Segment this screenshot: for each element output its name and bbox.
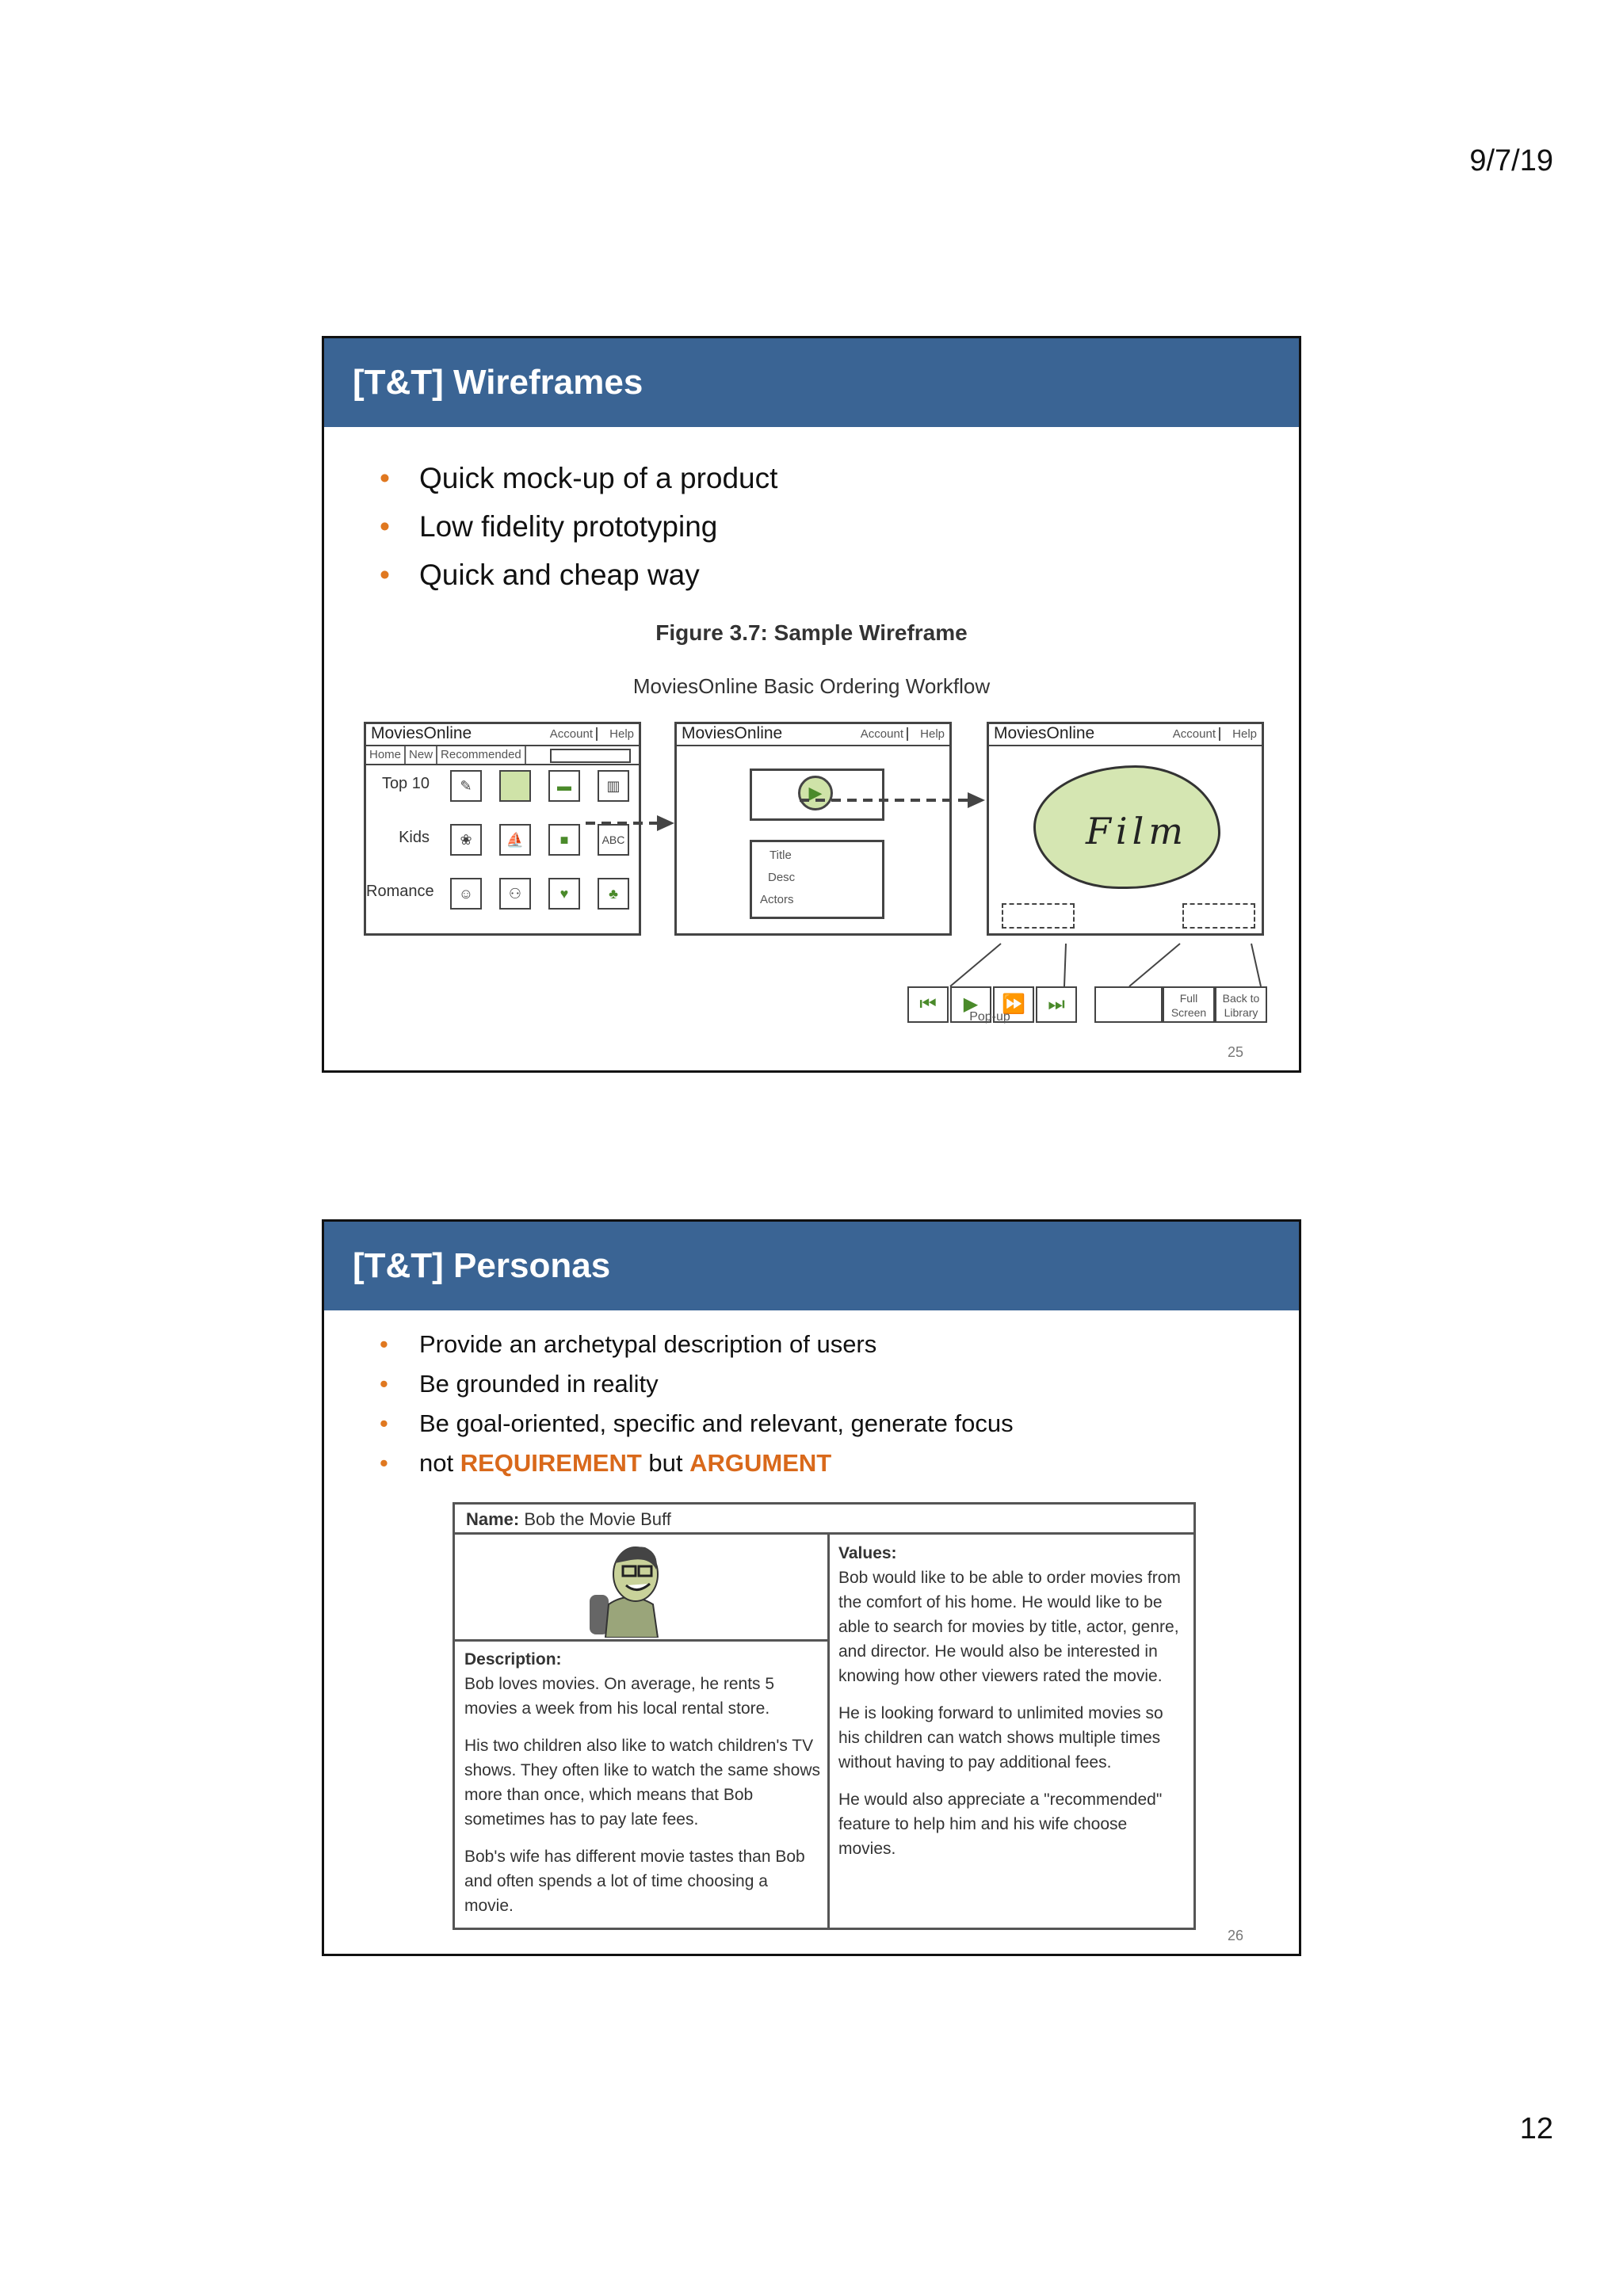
wf-nav-home: Home <box>366 746 406 764</box>
wf-brand: MoviesOnline <box>682 724 783 742</box>
values-paragraph: He is looking forward to unlimited movies so his children can watch shows multiple times without having to pay additional fees. <box>838 1704 1163 1772</box>
persona-values <box>838 1541 1187 1861</box>
wf-help: Help <box>609 727 634 741</box>
slide-number: 25 <box>1227 1044 1243 1060</box>
column-divider <box>827 1535 830 1929</box>
wf-nav-recommended: Recommended <box>437 746 526 764</box>
persona-name: Bob the Movie Buff <box>524 1509 671 1529</box>
car-icon: ▬ <box>548 770 580 802</box>
wf-row-kids: Kids <box>399 829 430 846</box>
wf-account: Account <box>861 727 908 741</box>
highlight-argument: ARGUMENT <box>689 1449 832 1477</box>
page-number: 12 <box>1519 2112 1553 2145</box>
persona-name-row <box>455 1505 1193 1535</box>
values-paragraph: Bob would like to be able to order movies from the comfort of his home. He would like to be able to search for movies by title, actor, genre, and director. He would also be interested in knowing how other viewers rated the movie. <box>838 1569 1181 1685</box>
slide-title: [T&T] Wireframes <box>324 338 1299 427</box>
slide-title: [T&T] Personas <box>324 1222 1299 1310</box>
bullet-item: • Be grounded in reality <box>380 1364 1014 1404</box>
description-paragraph: His two children also like to watch children's TV shows. They often like to watch the same shows more than once, which means that Bob sometimes has to pay late fees. <box>464 1737 820 1829</box>
play-icon: ▶ <box>950 986 991 1023</box>
wf-desc-label: Desc <box>768 871 796 884</box>
back-to-library-label: Back to Library <box>1215 986 1267 1023</box>
bullet-item: • Provide an archetypal description of users <box>380 1325 1014 1364</box>
figure-title: Figure 3.7: Sample Wireframe <box>655 620 968 645</box>
description-paragraph: Bob loves movies. On average, he rents 5 movies a week from his local rental store. <box>464 1675 775 1718</box>
play-icon: ▶ <box>798 776 833 810</box>
wf-title-label: Title <box>769 849 792 862</box>
wf-actors-label: Actors <box>760 893 794 906</box>
bullet-text: but <box>641 1449 690 1477</box>
slide-number: 26 <box>1227 1928 1243 1943</box>
persona-name-label: Name: <box>466 1509 520 1529</box>
shapes-icon: ■ <box>548 824 580 856</box>
popup-label: Pop-up <box>969 1010 1010 1024</box>
thumb-icon: ✎ <box>450 770 482 802</box>
fullscreen-label: Full Screen <box>1163 986 1215 1023</box>
persona-card <box>453 1502 1196 1930</box>
description-paragraph: Bob's wife has different movie tastes than Bob and often spends a lot of time choosing a movie. <box>464 1848 805 1915</box>
persona-description <box>464 1647 821 1918</box>
row-divider <box>455 1639 827 1642</box>
wf-help: Help <box>1232 727 1257 741</box>
wf-row-top10: Top 10 <box>381 775 430 792</box>
skip-back-icon: ⏮ <box>907 986 949 1023</box>
figure-subtitle: MoviesOnline Basic Ordering Workflow <box>632 674 991 698</box>
wf-account: Account <box>1173 727 1220 741</box>
bullet-item: • Quick and cheap way <box>380 551 777 599</box>
city-icon: ▥ <box>598 770 629 802</box>
film-text: Film <box>1086 810 1188 852</box>
bullet-text: not <box>419 1449 460 1477</box>
flow-arrows <box>324 338 1299 1067</box>
bullet-list <box>380 1325 1014 1483</box>
island-icon: ♣ <box>598 878 629 910</box>
values-label: Values: <box>838 1544 897 1562</box>
heart-icon: ♥ <box>548 878 580 910</box>
wf-row-romance: Romance <box>366 883 434 900</box>
dog-icon: ❀ <box>450 824 482 856</box>
couple-icon: ⚇ <box>499 878 531 910</box>
values-paragraph: He would also appreciate a "recommended" feature to help him and his wife choose movies. <box>838 1791 1163 1858</box>
highlight-requirement: REQUIREMENT <box>460 1449 642 1477</box>
bullet-item: • Be goal-oriented, specific and relevant, generate focus <box>380 1404 1014 1444</box>
smiley-icon: ☺ <box>450 878 482 910</box>
wf-help: Help <box>920 727 945 741</box>
skip-forward-icon: ⏭ <box>1036 986 1077 1023</box>
blank-box <box>1094 986 1163 1023</box>
wf-account: Account <box>550 727 598 741</box>
avatar <box>574 1539 708 1638</box>
wf-nav-new: New <box>406 746 437 764</box>
abc-icon: ABC <box>598 824 629 856</box>
bullet-item <box>380 1444 1014 1483</box>
boat-icon: ⛵ <box>499 824 531 856</box>
bullet-item: • Quick mock-up of a product <box>380 454 777 502</box>
page-date: 9/7/19 <box>1469 144 1553 177</box>
wf-brand: MoviesOnline <box>994 724 1095 742</box>
slide-personas <box>322 1219 1301 1956</box>
fast-forward-icon: ⏩ <box>993 986 1034 1023</box>
wf-brand: MoviesOnline <box>371 724 472 742</box>
bullet-item: • Low fidelity prototyping <box>380 502 777 551</box>
slide-wireframes <box>322 336 1301 1073</box>
description-label: Description: <box>464 1650 562 1669</box>
popup-screen-controls <box>1094 986 1267 1023</box>
